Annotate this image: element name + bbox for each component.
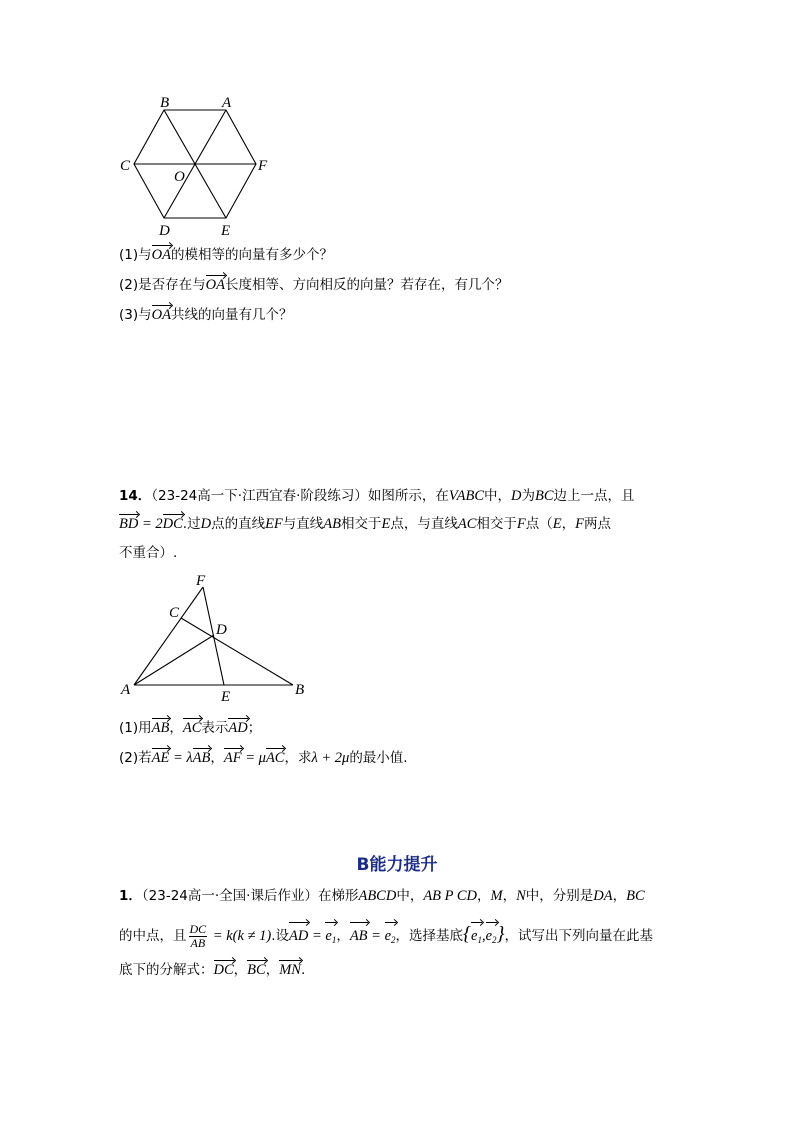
b1-line-2: 的中点，且 $\frac{DC}{AB}$ = k(k ≠ 1).设AD = $e_1$，AB = $e_2$，选择基底$\{e_1,e_2\}$，试写出下列向量在此基 [119,920,653,954]
hex-label-b: B [160,95,170,111]
hex-label-a: A [222,95,232,111]
q14-part-2: (2)若AE = λAB，AF = μAC，求λ + 2μ的最小值. [119,750,408,766]
hex-label-d: D [159,223,170,239]
tri-line-cb [181,618,293,685]
q14-line-3: 不重合）. [119,545,178,561]
tri-line-ad [134,635,214,685]
vec-af: AF [223,750,242,766]
q14-line-1: 14．（23-24高一下·江西宜春·阶段练习）如图所示，在VABC中，D为BC边上一点，且 [119,488,635,504]
hexagon-figure [115,92,285,242]
tri-label-d: D [216,622,227,638]
tri-line-af [134,587,203,685]
hex-label-e: E [221,223,231,239]
hex-label-o: O [174,169,185,185]
q13-part-1: (1)与OA的模相等的向量有多少个？ [119,247,333,263]
vec-ae: AE [151,750,170,766]
fraction-dc-ab: $\frac{DC}{AB}$ [189,921,207,950]
hex-label-c: C [120,158,131,174]
tri-label-b: B [295,682,305,698]
b1-line-1: 1．（23-24高一·全国·课后作业）在梯形ABCD中，AB P CD，M，N中，分别是DA，BC [119,888,645,904]
section-title: B能力提升 [356,855,438,875]
tri-label-e: E [221,689,231,705]
q13-part-2: (2)是否存在与OA长度相等、方向相反的向量？若存在，有几个？ [119,277,509,293]
b1-line-3: 底下的分解式：DC，BC，MN. [119,962,306,978]
q14-line-2: BD = 2DC.过D点的直线EF与直线AB相交于E点，与直线AC相交于F点（E，F两点 [119,516,611,532]
triangle-figure [117,570,317,710]
tri-label-f: F [196,573,206,589]
hex-label-f: F [258,158,268,174]
tri-label-c: C [169,605,180,621]
q14-part-1: (1)用AB，AC表示AD； [119,720,262,736]
tri-label-a: A [121,682,131,698]
q13-part-3: (3)与OA共线的向量有几个？ [119,307,293,323]
